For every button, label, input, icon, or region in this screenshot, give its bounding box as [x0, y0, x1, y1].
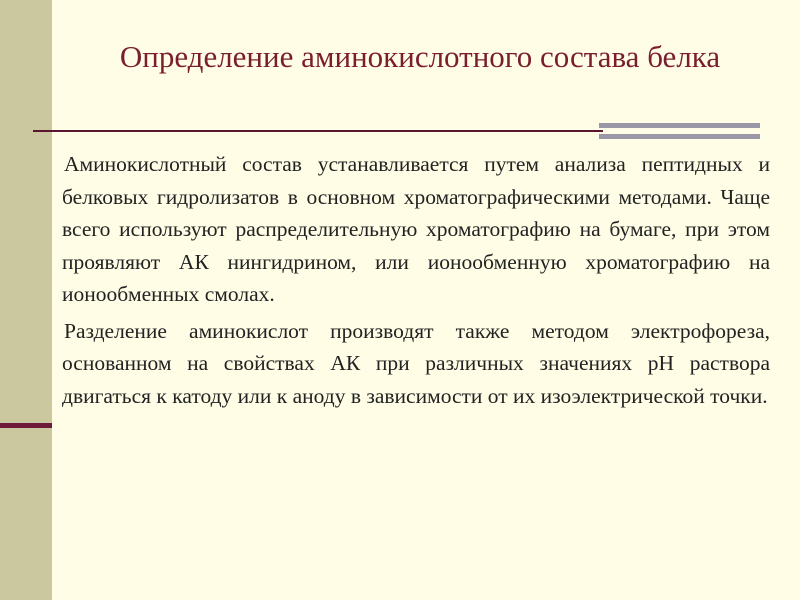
left-accent-stripe — [0, 423, 52, 428]
paragraph-text: Аминокислотный состав устанавливается путем анализа пептидных и белковых гидролизатов в основном хроматографическими методами. Чаще всего используют распределительную хроматографию на бумаге, при этом проявляют АК нингидрином, или ионообменную хроматографию на ионообменных смолах. — [62, 152, 770, 306]
title-underline-double-bar — [599, 123, 760, 139]
slide-title: Определение аминокислотного состава белка — [119, 39, 721, 74]
paragraph-chromatography — [62, 148, 770, 311]
slide-body — [62, 148, 770, 416]
paragraph-text: Разделение аминокислот производят также методом электрофореза, основанном на свойствах АК при различных значениях рН раствора двигаться к катоду или к аноду в зависимости от их изоэлектрической точки. — [62, 318, 770, 408]
left-decorative-bar — [0, 0, 52, 600]
paragraph-electrophoresis — [62, 315, 770, 413]
title-underline — [33, 130, 603, 132]
